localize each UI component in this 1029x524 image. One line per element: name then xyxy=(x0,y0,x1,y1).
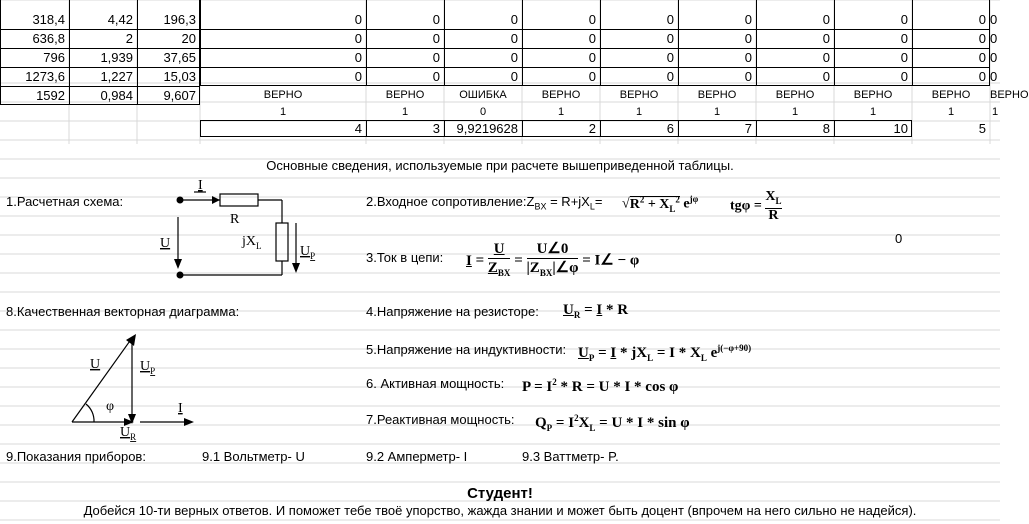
table-cell[interactable]: 0,984 xyxy=(100,88,133,103)
table-cell[interactable]: 10 xyxy=(893,121,908,136)
vector-diagram xyxy=(70,330,200,440)
table-cell[interactable]: 0 xyxy=(744,31,752,46)
table-cell[interactable]: 4,42 xyxy=(107,12,133,27)
table-cell[interactable] xyxy=(69,105,137,120)
section-9-label: 9.Показания приборов: xyxy=(6,449,146,464)
wattmeter-label: 9.3 Ваттметр- P. xyxy=(522,449,619,464)
reactive-power-formula: $Q_P = I^2X_L = U * I * \sin \varphi$ xyxy=(535,413,690,433)
table-cell[interactable]: 196,3 xyxy=(163,12,196,27)
table-cell[interactable]: 0 xyxy=(978,31,986,46)
impedance-formula: $√R^2 + X_L^2$ $e^{j\varphi}$ xyxy=(622,194,699,214)
voltmeter-label: 9.1 Вольтметр- U xyxy=(202,449,305,464)
table-cell[interactable]: 0 xyxy=(822,50,830,65)
table-cell[interactable]: 0 xyxy=(900,50,908,65)
section-7-label: 7.Реактивная мощность: xyxy=(366,412,515,427)
table-cell[interactable]: 15,03 xyxy=(163,69,196,84)
table-col-line xyxy=(522,120,523,137)
table-cell[interactable]: 0 xyxy=(432,50,440,65)
table-cell[interactable]: ВЕРНО xyxy=(990,89,1029,101)
table-cell[interactable]: 6 xyxy=(666,121,674,136)
table-col-line xyxy=(678,0,679,86)
section-1-label: 1.Расчетная схема: xyxy=(6,194,124,209)
table-cell[interactable]: 0 xyxy=(900,12,908,27)
table-cell[interactable]: 1 xyxy=(991,106,999,118)
table-col-line xyxy=(444,0,445,86)
table-cell[interactable]: 636,8 xyxy=(32,31,65,46)
table-cell[interactable]: 8 xyxy=(822,121,830,136)
circuit-up-sub: P xyxy=(310,251,316,261)
table-cell[interactable]: ВЕРНО xyxy=(541,89,581,101)
table-cell[interactable]: 0 xyxy=(744,69,752,84)
table-cell[interactable]: 2 xyxy=(588,121,596,136)
table-cell[interactable]: 4 xyxy=(354,121,362,136)
table-cell[interactable]: ВЕРНО xyxy=(931,89,971,101)
circuit-voltage-label: U xyxy=(160,236,171,251)
table-row-line xyxy=(0,86,200,87)
table-cell[interactable] xyxy=(0,120,69,137)
table-cell[interactable]: 318,4 xyxy=(32,12,65,27)
table-cell[interactable]: 0 xyxy=(990,50,998,65)
table-cell[interactable]: ВЕРНО xyxy=(775,89,815,101)
table-cell[interactable]: ВЕРНО xyxy=(385,89,425,101)
table-cell[interactable]: 0 xyxy=(990,69,998,84)
table-cell[interactable]: 0 xyxy=(978,50,986,65)
section-3-label: 3.Ток в цепи: xyxy=(366,250,444,265)
table-col-line xyxy=(137,0,138,105)
vector-phi-label: φ xyxy=(106,399,115,414)
table-cell[interactable] xyxy=(137,105,200,120)
table-cell[interactable]: 1 xyxy=(947,106,955,118)
table-cell[interactable]: 0 xyxy=(990,12,998,27)
section-8-label: 8.Качественная векторная диаграмма: xyxy=(6,304,240,319)
table-cell[interactable]: 0 xyxy=(744,12,752,27)
table-cell[interactable]: 37,65 xyxy=(163,50,196,65)
resistor-voltage-formula: $U_R = I * R$ xyxy=(563,302,629,320)
table-row-line xyxy=(0,29,990,30)
tg-formula: tgφ = $\frac{X_L}{R}$ xyxy=(730,189,782,223)
table-cell[interactable]: 0 xyxy=(978,69,986,84)
table-cell[interactable]: ВЕРНО xyxy=(853,89,893,101)
table-cell[interactable]: 0 xyxy=(822,69,830,84)
table-cell[interactable]: 0 xyxy=(822,12,830,27)
circuit-current-label: I xyxy=(198,178,203,193)
vector-u-label: U xyxy=(90,357,101,372)
vector-up: U xyxy=(140,359,151,374)
table-cell[interactable]: 0 xyxy=(666,12,674,27)
table-cell[interactable]: 0 xyxy=(354,50,362,65)
table-cell[interactable]: 0 xyxy=(744,50,752,65)
table-cell[interactable]: 1 xyxy=(869,106,877,118)
table-cell[interactable]: 1 xyxy=(713,106,721,118)
vector-up-label xyxy=(140,359,155,376)
vector-ur: U xyxy=(120,425,131,440)
table-cell[interactable]: 1273,6 xyxy=(25,69,65,84)
table-cell[interactable]: 1 xyxy=(557,106,565,118)
table-border-left xyxy=(0,0,200,105)
table-cell[interactable]: 0 xyxy=(510,69,518,84)
table-col-line xyxy=(69,0,70,105)
table-cell[interactable]: 1592 xyxy=(36,88,65,103)
footer-title: Студент! xyxy=(467,485,533,502)
table-cell[interactable]: 0 xyxy=(666,50,674,65)
table-cell[interactable]: 0 xyxy=(354,12,362,27)
table-cell[interactable]: 0 xyxy=(510,12,518,27)
table-col-line xyxy=(366,120,367,137)
table-cell[interactable] xyxy=(0,105,69,120)
circuit-up: U xyxy=(300,244,311,259)
table-cell[interactable] xyxy=(69,120,137,137)
active-power-formula: $P = I^2 * R = U * I * \cos \varphi$ xyxy=(522,377,679,395)
table-cell[interactable]: 0 xyxy=(900,31,908,46)
table-col-line xyxy=(834,120,835,137)
table-cell[interactable]: 1 xyxy=(635,106,643,118)
circuit-diagram xyxy=(160,175,330,285)
table-row-line xyxy=(0,48,990,49)
current-formula: I = U $Z_{BX}$ = U∠0 $|Z_{BX}|\angle\varphi$ = I∠ − φ xyxy=(466,241,640,278)
footer-text: Добейся 10-ти верных ответов. И поможет тебе твоё упорство, жажда знании и может быть доцент (впрочем на него сильно не надейся). xyxy=(83,503,917,518)
table-cell[interactable]: 7 xyxy=(744,121,752,136)
table-cell[interactable]: 1,227 xyxy=(100,69,133,84)
table-cell[interactable]: 9,607 xyxy=(163,88,196,103)
section-2-prefix: 2.Входное сопротивление: xyxy=(366,194,527,209)
table-cell[interactable]: ВЕРНО xyxy=(697,89,737,101)
table-col-line xyxy=(366,0,367,86)
table-col-line xyxy=(834,0,835,86)
table-cell[interactable]: 0 xyxy=(354,69,362,84)
table-cell[interactable] xyxy=(137,120,200,137)
vector-up-sub: P xyxy=(150,366,156,376)
table-cell[interactable]: 0 xyxy=(978,12,986,27)
table-cell[interactable]: 0 xyxy=(666,69,674,84)
table-row-line xyxy=(0,67,990,68)
table-col-line xyxy=(678,120,679,137)
section-2-label xyxy=(366,193,602,216)
table-cell[interactable]: 2 xyxy=(125,31,133,46)
table-cell[interactable]: 0 xyxy=(588,50,596,65)
table-cell[interactable]: 0 xyxy=(588,69,596,84)
inductor-voltage-formula: $U_P = I * jX_L = I * X_L$ $e^{j(-\varphi+90)}$ xyxy=(578,343,752,363)
table-col-line xyxy=(756,120,757,137)
vector-ur-label xyxy=(120,425,136,442)
circuit-jx: jX xyxy=(242,234,256,249)
table-col-line xyxy=(756,0,757,86)
table-cell[interactable]: 0 xyxy=(822,31,830,46)
table-cell[interactable]: 5 xyxy=(978,121,986,136)
section-4-label: 4.Напряжение на резисторе: xyxy=(366,304,539,319)
table-cell[interactable]: 9,9219628 xyxy=(456,121,518,136)
zero-value: 0 xyxy=(895,231,903,246)
table-cell[interactable]: 0 xyxy=(432,12,440,27)
section-6-label: 6. Активная мощность: xyxy=(366,376,505,391)
table-col-line xyxy=(522,0,523,86)
table-col-line xyxy=(912,0,913,86)
table-cell[interactable]: 1 xyxy=(401,106,409,118)
table-cell[interactable]: 3 xyxy=(432,121,440,136)
circuit-up-label xyxy=(300,244,315,261)
table-cell[interactable]: 796 xyxy=(43,50,65,65)
table-cell[interactable]: 0 xyxy=(990,31,998,46)
circuit-resistor-label: R xyxy=(230,212,240,227)
table-cell[interactable]: 0 xyxy=(510,31,518,46)
ammeter-label: 9.2 Амперметр- I xyxy=(366,449,468,464)
table-cell[interactable]: 0 xyxy=(588,31,596,46)
table-cell[interactable]: 20 xyxy=(181,31,196,46)
table-cell[interactable]: 0 xyxy=(900,69,908,84)
table-cell[interactable]: 1 xyxy=(279,106,287,118)
table-cell[interactable] xyxy=(990,120,1000,137)
table-col-line xyxy=(444,120,445,137)
table-cell[interactable]: 0 xyxy=(432,31,440,46)
table-col-line xyxy=(600,120,601,137)
table-cell[interactable]: 0 xyxy=(432,69,440,84)
vector-ur-sub: R xyxy=(130,432,137,442)
table-cell[interactable]: 0 xyxy=(588,12,596,27)
info-heading: Основные сведения, используемые при расчете вышеприведенной таблицы. xyxy=(266,158,734,173)
table-cell[interactable]: ОШИБКА xyxy=(459,89,507,101)
section-5-label: 5.Напряжение на индуктивности: xyxy=(366,342,567,357)
table-col-line xyxy=(600,0,601,86)
table-cell[interactable]: 0 xyxy=(666,31,674,46)
section-2-formula: $Z_{BX} = R+jX_L=$ xyxy=(526,194,603,212)
vector-i-label: I xyxy=(178,401,183,416)
table-cell[interactable]: ВЕРНО xyxy=(619,89,659,101)
table-border-right xyxy=(200,0,990,86)
table-cell[interactable]: 1,939 xyxy=(100,50,133,65)
table-cell[interactable]: 0 xyxy=(510,50,518,65)
circuit-jx-sub: L xyxy=(256,241,262,251)
circuit-inductance-label xyxy=(241,234,262,251)
table-cell[interactable]: 0 xyxy=(354,31,362,46)
table-cell[interactable]: ВЕРНО xyxy=(263,89,303,101)
table-border-sum xyxy=(200,120,912,137)
table-cell[interactable]: 0 xyxy=(479,106,487,118)
table-cell[interactable]: 1 xyxy=(791,106,799,118)
